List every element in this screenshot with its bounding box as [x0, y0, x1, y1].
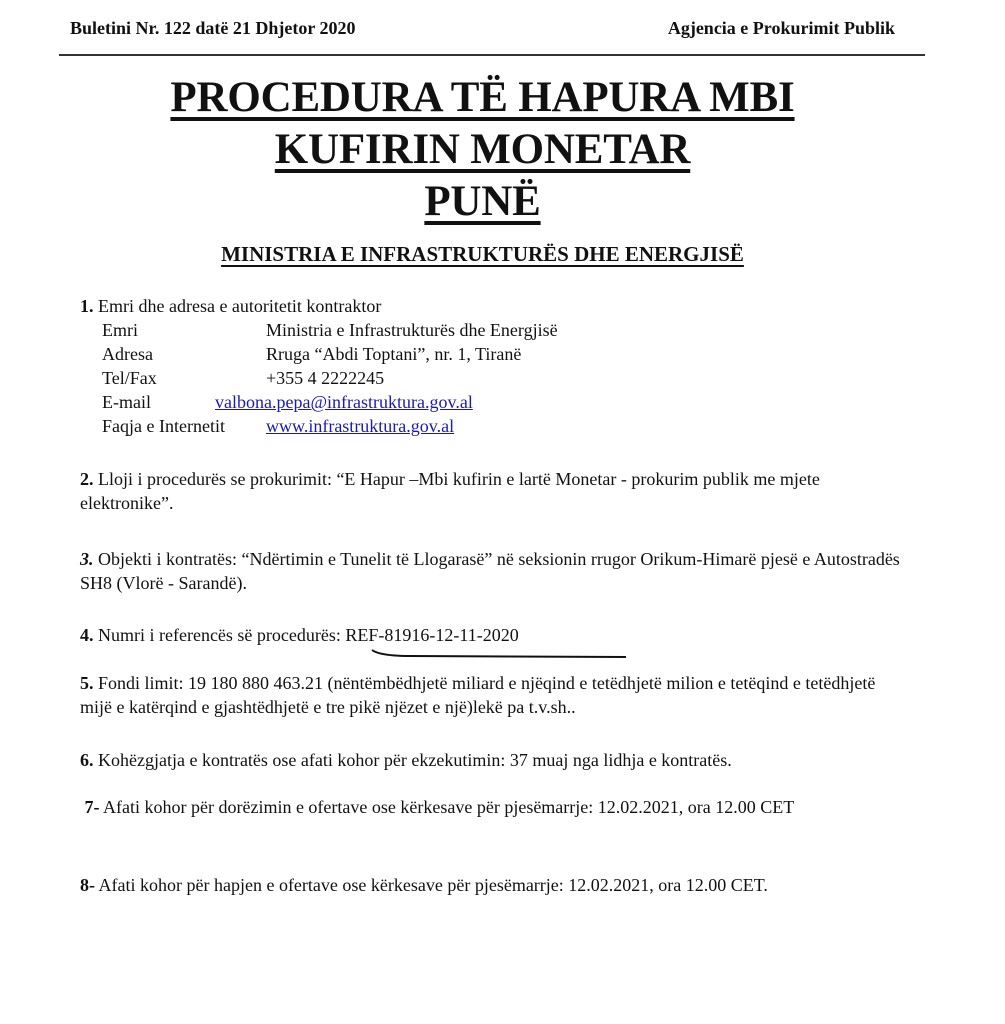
email-link[interactable]: valbona.pepa@infrastruktura.gov.al: [215, 392, 473, 412]
section-number: 4.: [80, 625, 94, 645]
section-7: [80, 795, 870, 819]
section-8: [80, 873, 900, 897]
contact-label: Faqja e Internetit: [102, 416, 225, 436]
title-line-1: PROCEDURA TË HAPURA MBI: [170, 74, 795, 121]
contact-value: Rruga “Abdi Toptani”, nr. 1, Tiranë: [266, 344, 522, 364]
handdrawn-underline: [370, 648, 628, 660]
contact-label: Adresa: [102, 344, 153, 364]
contact-label: E-mail: [102, 392, 151, 412]
section-2: [80, 467, 900, 515]
reference-number: REF-81916-12-11-2020: [345, 625, 519, 645]
bulletin-number: Buletini Nr. 122 datë 21 Dhjetor 2020: [70, 18, 356, 38]
title-line-3: PUNË: [424, 178, 541, 225]
authority-name: MINISTRIA E INFRASTRUKTURËS DHE ENERGJISË: [221, 242, 744, 266]
section-number: 5.: [80, 673, 94, 693]
website-link[interactable]: www.infrastruktura.gov.al: [266, 416, 455, 436]
section-3: [80, 547, 900, 595]
section-4: [80, 623, 900, 647]
section-text: Afati kohor për hapjen e ofertave ose kërkesave për pjesëmarrje: 12.02.2021, ora 12.00 CET.: [95, 875, 768, 895]
contact-value: +355 4 2222245: [266, 368, 385, 388]
section-text: Afati kohor për dorëzimin e ofertave ose kërkesave për pjesëmarrje: 12.02.2021, ora 12.00 CET: [99, 797, 795, 817]
section-5: [80, 671, 900, 719]
section-number: 3.: [80, 549, 94, 569]
contact-label: Tel/Fax: [102, 368, 157, 388]
agency-name: Agjencia e Prokurimit Publik: [667, 18, 895, 38]
section-text: Kohëzgjatja e kontratës ose afati kohor për ekzekutimin: 37 muaj nga lidhja e kontratës.: [93, 750, 732, 770]
contracting-authority-heading: [0, 242, 965, 267]
contact-label: Emri: [102, 320, 138, 340]
section-number: 7-: [84, 797, 100, 817]
section-text: Numri i referencës së procedurës:: [93, 625, 346, 645]
section-number: 2.: [80, 469, 94, 489]
contact-value: Ministria e Infrastrukturës dhe Energjisë: [266, 320, 558, 340]
section-heading: Emri dhe adresa e autoritetit kontraktor: [98, 296, 382, 316]
section-number: 6.: [80, 750, 94, 770]
title-line-2: KUFIRIN MONETAR: [274, 126, 691, 173]
section-number: 8-: [80, 875, 95, 895]
header-divider: [59, 54, 925, 56]
section-1: [80, 294, 900, 318]
section-6: [80, 748, 900, 772]
bulletin-header: [70, 18, 895, 39]
section-text: Fondi limit: 19 180 880 463.21 (nëntëmbëdhjetë miliard e njëqind e tetëdhjetë milion e tetëqind e tetëdhjetë mijë e katërqind e gjashtëdhjetë e tre pikë njëzet e një)lekë pa t.v.sh..: [80, 673, 876, 717]
section-number: 1.: [80, 296, 94, 316]
document-title: [0, 72, 965, 228]
section-text: Lloji i procedurës se prokurimit: “E Hapur –Mbi kufirin e lartë Monetar - prokurim publik me mjete elektronike”.: [80, 469, 820, 513]
section-text: Objekti i kontratës: “Ndërtimin e Tunelit të Llogarasë” në seksionin rrugor Orikum-Himarë pjesë e Autostradës SH8 (Vlorë - Sarandë).: [80, 549, 900, 593]
